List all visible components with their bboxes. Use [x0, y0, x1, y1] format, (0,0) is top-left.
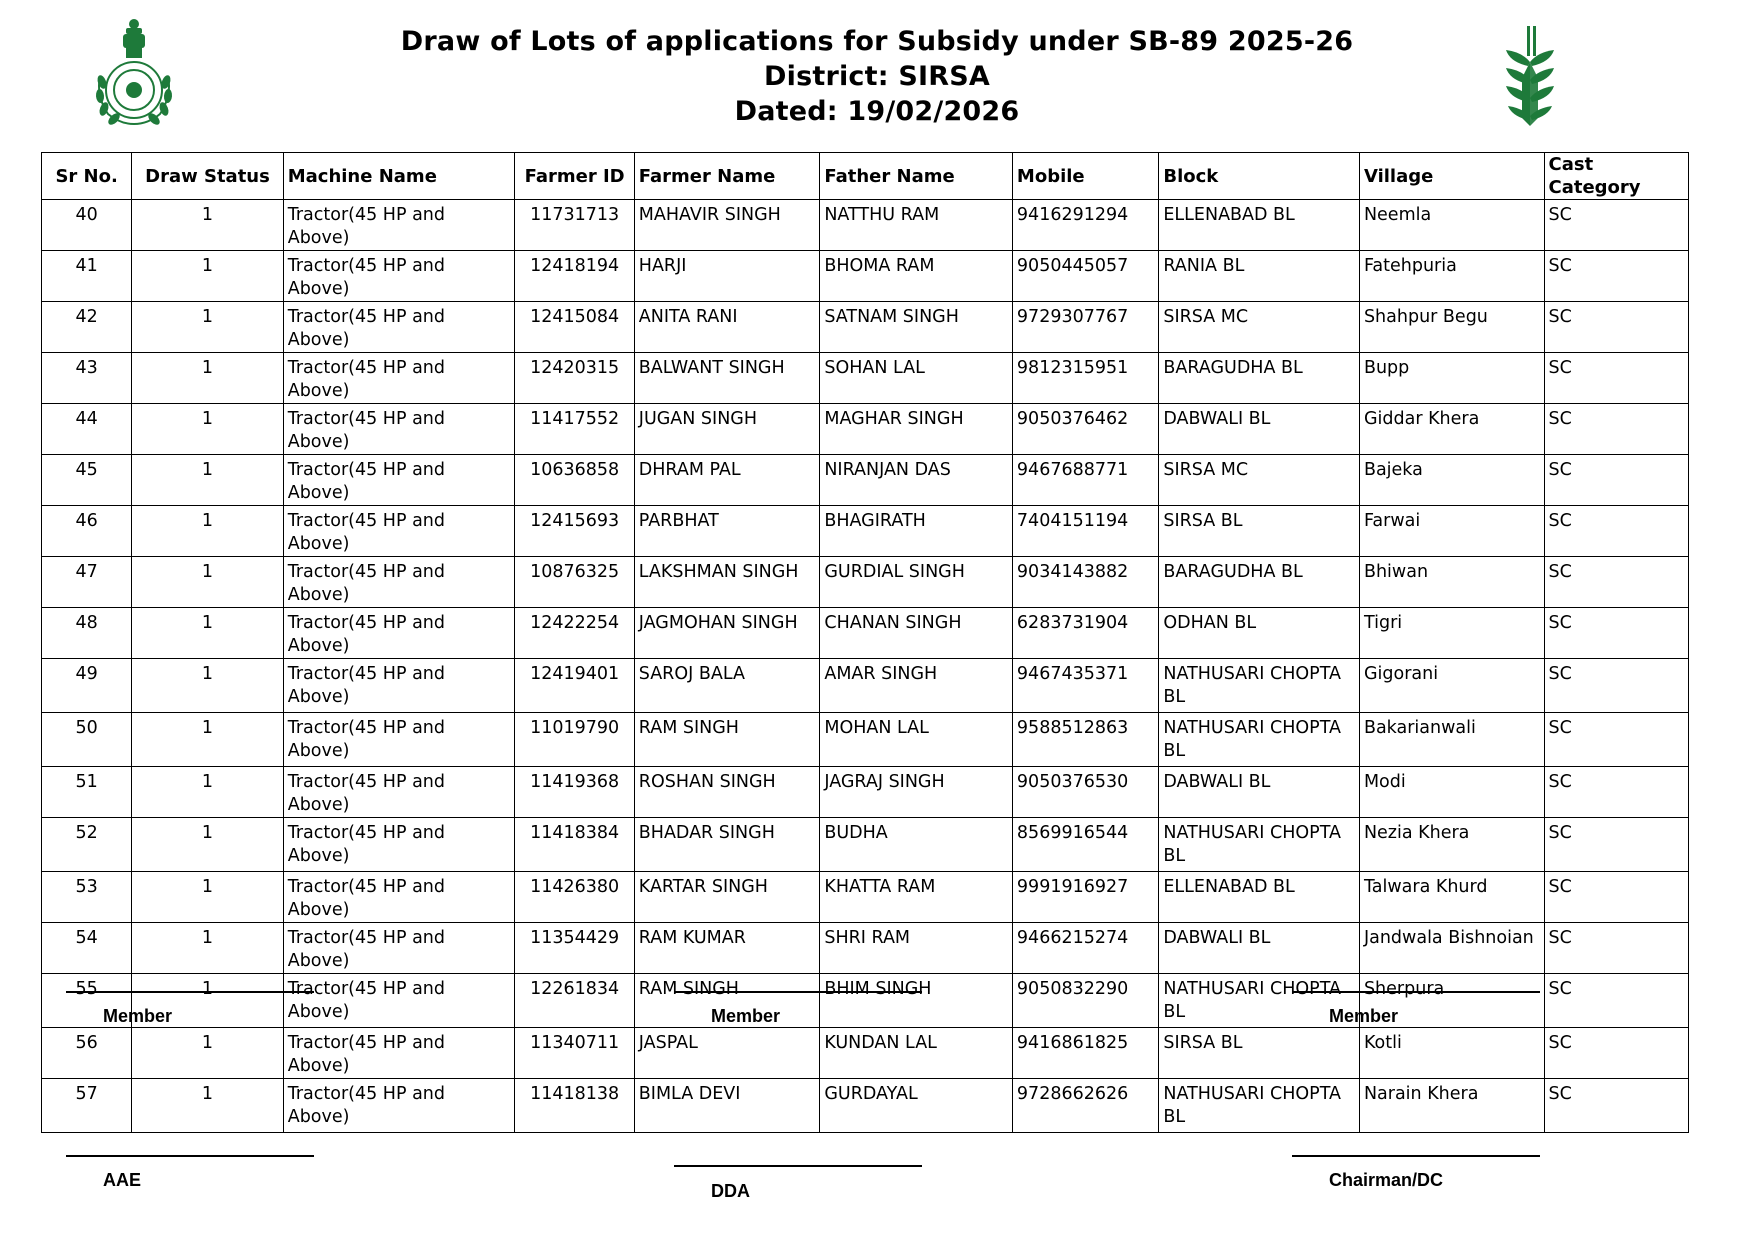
cell-village: Farwai: [1359, 506, 1544, 557]
cell-farmer-id: 11354429: [515, 923, 634, 974]
cell-farmer-name: ANITA RANI: [634, 302, 820, 353]
cell-village: Bakarianwali: [1359, 713, 1544, 767]
cell-block: SIRSA MC: [1159, 302, 1360, 353]
cell-sr-no: 57: [42, 1079, 132, 1133]
cell-farmer-id: 12420315: [515, 353, 634, 404]
table-row: [42, 455, 1689, 506]
cell-sr-no: 44: [42, 404, 132, 455]
column-header-father-name: Father Name: [820, 153, 1013, 200]
table-row: [42, 302, 1689, 353]
cell-father-name: BHOMA RAM: [820, 251, 1013, 302]
cell-mobile: 9416861825: [1012, 1028, 1158, 1079]
cell-machine-name: Tractor(45 HP and Above): [283, 923, 515, 974]
cell-block: DABWALI BL: [1159, 767, 1360, 818]
cell-mobile: 9050376530: [1012, 767, 1158, 818]
cell-farmer-name: DHRAM PAL: [634, 455, 820, 506]
cell-draw-status: 1: [132, 506, 283, 557]
cell-machine-name: Tractor(45 HP and Above): [283, 404, 515, 455]
cell-block: RANIA BL: [1159, 251, 1360, 302]
cell-village: Modi: [1359, 767, 1544, 818]
signature-line: [66, 991, 314, 993]
cell-block: SIRSA BL: [1159, 506, 1360, 557]
cell-cast-category: SC: [1544, 1079, 1689, 1133]
cell-machine-name: Tractor(45 HP and Above): [283, 713, 515, 767]
cell-farmer-id: 11419368: [515, 767, 634, 818]
cell-father-name: BHIM SINGH: [820, 974, 1013, 1028]
cell-farmer-name: SAROJ BALA: [634, 659, 820, 713]
column-header-machine-name: Machine Name: [283, 153, 515, 200]
cell-village: Bajeka: [1359, 455, 1544, 506]
signature-label-aae: AAE: [103, 1170, 142, 1190]
cell-mobile: 9991916927: [1012, 872, 1158, 923]
cell-block: BARAGUDHA BL: [1159, 557, 1360, 608]
cell-father-name: MOHAN LAL: [820, 713, 1013, 767]
cell-draw-status: 1: [132, 974, 283, 1028]
cell-cast-category: SC: [1544, 713, 1689, 767]
cell-mobile: 9588512863: [1012, 713, 1158, 767]
cell-draw-status: 1: [132, 455, 283, 506]
cell-cast-category: SC: [1544, 506, 1689, 557]
draw-of-lots-table: [41, 152, 1689, 1133]
cell-sr-no: 56: [42, 1028, 132, 1079]
cell-cast-category: SC: [1544, 923, 1689, 974]
cell-village: Jandwala Bishnoian: [1359, 923, 1544, 974]
cell-block: ODHAN BL: [1159, 608, 1360, 659]
cell-draw-status: 1: [132, 353, 283, 404]
cell-block: NATHUSARI CHOPTA BL: [1159, 713, 1360, 767]
cell-farmer-name: BALWANT SINGH: [634, 353, 820, 404]
cell-father-name: KUNDAN LAL: [820, 1028, 1013, 1079]
cell-father-name: SATNAM SINGH: [820, 302, 1013, 353]
cell-block: NATHUSARI CHOPTA BL: [1159, 818, 1360, 872]
cell-father-name: BUDHA: [820, 818, 1013, 872]
cell-cast-category: SC: [1544, 200, 1689, 251]
cell-mobile: 9729307767: [1012, 302, 1158, 353]
cell-mobile: 9728662626: [1012, 1079, 1158, 1133]
cell-cast-category: SC: [1544, 302, 1689, 353]
cell-cast-category: SC: [1544, 404, 1689, 455]
cell-farmer-name: MAHAVIR SINGH: [634, 200, 820, 251]
cell-machine-name: Tractor(45 HP and Above): [283, 1028, 515, 1079]
cell-mobile: 8569916544: [1012, 818, 1158, 872]
signature-label-member-3: Member: [1329, 1006, 1399, 1026]
table-row: [42, 974, 1689, 1028]
cell-father-name: KHATTA RAM: [820, 872, 1013, 923]
table-row: [42, 557, 1689, 608]
cell-farmer-id: 12415084: [515, 302, 634, 353]
cell-machine-name: Tractor(45 HP and Above): [283, 251, 515, 302]
column-header-village: Village: [1359, 153, 1544, 200]
cell-village: Kotli: [1359, 1028, 1544, 1079]
cell-sr-no: 41: [42, 251, 132, 302]
cell-cast-category: SC: [1544, 818, 1689, 872]
cell-farmer-id: 12418194: [515, 251, 634, 302]
cell-machine-name: Tractor(45 HP and Above): [283, 302, 515, 353]
table-row: [42, 251, 1689, 302]
cell-farmer-id: 11417552: [515, 404, 634, 455]
cell-mobile: 9050832290: [1012, 974, 1158, 1028]
cell-draw-status: 1: [132, 404, 283, 455]
cell-mobile: 9467435371: [1012, 659, 1158, 713]
cell-machine-name: Tractor(45 HP and Above): [283, 818, 515, 872]
cell-farmer-name: JASPAL: [634, 1028, 820, 1079]
cell-sr-no: 50: [42, 713, 132, 767]
table-row: [42, 506, 1689, 557]
table-row: [42, 200, 1689, 251]
cell-farmer-id: 11340711: [515, 1028, 634, 1079]
cell-cast-category: SC: [1544, 872, 1689, 923]
cell-draw-status: 1: [132, 1028, 283, 1079]
cell-farmer-id: 11418138: [515, 1079, 634, 1133]
cell-father-name: MAGHAR SINGH: [820, 404, 1013, 455]
cell-village: Tigri: [1359, 608, 1544, 659]
cell-father-name: JAGRAJ SINGH: [820, 767, 1013, 818]
cell-farmer-name: KARTAR SINGH: [634, 872, 820, 923]
cell-farmer-id: 12422254: [515, 608, 634, 659]
cell-farmer-id: 12415693: [515, 506, 634, 557]
cell-father-name: SHRI RAM: [820, 923, 1013, 974]
cell-draw-status: 1: [132, 200, 283, 251]
cell-father-name: GURDAYAL: [820, 1079, 1013, 1133]
column-header-draw-status: Draw Status: [132, 153, 283, 200]
cell-machine-name: Tractor(45 HP and Above): [283, 200, 515, 251]
cell-block: ELLENABAD BL: [1159, 200, 1360, 251]
cell-cast-category: SC: [1544, 251, 1689, 302]
cell-cast-category: SC: [1544, 557, 1689, 608]
cell-mobile: 9034143882: [1012, 557, 1158, 608]
table-row: [42, 404, 1689, 455]
cell-farmer-name: ROSHAN SINGH: [634, 767, 820, 818]
cell-block: NATHUSARI CHOPTA BL: [1159, 659, 1360, 713]
signature-line: [674, 991, 922, 993]
table-row: [42, 353, 1689, 404]
cell-farmer-id: 11019790: [515, 713, 634, 767]
cell-sr-no: 51: [42, 767, 132, 818]
cell-draw-status: 1: [132, 557, 283, 608]
cell-cast-category: SC: [1544, 608, 1689, 659]
cell-farmer-name: BIMLA DEVI: [634, 1079, 820, 1133]
column-header-farmer-name: Farmer Name: [634, 153, 820, 200]
dated-heading: Dated: 19/02/2026: [734, 96, 1020, 127]
cell-farmer-id: 10636858: [515, 455, 634, 506]
cell-machine-name: Tractor(45 HP and Above): [283, 872, 515, 923]
cell-machine-name: Tractor(45 HP and Above): [283, 608, 515, 659]
cell-sr-no: 54: [42, 923, 132, 974]
cell-village: Sherpura: [1359, 974, 1544, 1028]
cell-draw-status: 1: [132, 1079, 283, 1133]
cell-village: Nezia Khera: [1359, 818, 1544, 872]
cell-block: NATHUSARI CHOPTA BL: [1159, 1079, 1360, 1133]
signature-label-dda: DDA: [711, 1181, 750, 1201]
column-header-sr-no: Sr No.: [42, 153, 132, 200]
cell-father-name: GURDIAL SINGH: [820, 557, 1013, 608]
cell-farmer-id: 12261834: [515, 974, 634, 1028]
cell-block: BARAGUDHA BL: [1159, 353, 1360, 404]
signature-label-chairman: Chairman/DC: [1329, 1170, 1444, 1190]
cell-father-name: BHAGIRATH: [820, 506, 1013, 557]
cell-sr-no: 52: [42, 818, 132, 872]
table-row: [42, 1028, 1689, 1079]
cell-draw-status: 1: [132, 608, 283, 659]
cell-cast-category: SC: [1544, 455, 1689, 506]
cell-sr-no: 48: [42, 608, 132, 659]
cell-village: Neemla: [1359, 200, 1544, 251]
cell-farmer-id: 11426380: [515, 872, 634, 923]
cell-mobile: 7404151194: [1012, 506, 1158, 557]
column-header-farmer-id: Farmer ID: [515, 153, 634, 200]
table-row: [42, 767, 1689, 818]
cell-machine-name: Tractor(45 HP and Above): [283, 1079, 515, 1133]
cell-cast-category: SC: [1544, 659, 1689, 713]
cell-sr-no: 40: [42, 200, 132, 251]
cell-machine-name: Tractor(45 HP and Above): [283, 557, 515, 608]
cell-father-name: AMAR SINGH: [820, 659, 1013, 713]
cell-sr-no: 43: [42, 353, 132, 404]
cell-sr-no: 47: [42, 557, 132, 608]
cell-sr-no: 53: [42, 872, 132, 923]
table-row: [42, 818, 1689, 872]
cell-mobile: 6283731904: [1012, 608, 1158, 659]
cell-farmer-name: RAM SINGH: [634, 713, 820, 767]
cell-farmer-id: 11731713: [515, 200, 634, 251]
cell-farmer-name: LAKSHMAN SINGH: [634, 557, 820, 608]
signature-line: [1292, 1155, 1540, 1157]
cell-cast-category: SC: [1544, 353, 1689, 404]
cell-block: DABWALI BL: [1159, 404, 1360, 455]
cell-village: Bhiwan: [1359, 557, 1544, 608]
cell-machine-name: Tractor(45 HP and Above): [283, 659, 515, 713]
cell-machine-name: Tractor(45 HP and Above): [283, 353, 515, 404]
cell-farmer-id: 12419401: [515, 659, 634, 713]
cell-mobile: 9416291294: [1012, 200, 1158, 251]
cell-village: Shahpur Begu: [1359, 302, 1544, 353]
cell-block: DABWALI BL: [1159, 923, 1360, 974]
cell-cast-category: SC: [1544, 1028, 1689, 1079]
cell-farmer-name: PARBHAT: [634, 506, 820, 557]
cell-block: SIRSA BL: [1159, 1028, 1360, 1079]
table-row: [42, 608, 1689, 659]
cell-farmer-name: JUGAN SINGH: [634, 404, 820, 455]
column-header-cast-category: Cast Category: [1544, 153, 1689, 200]
cell-village: Giddar Khera: [1359, 404, 1544, 455]
cell-draw-status: 1: [132, 251, 283, 302]
cell-cast-category: SC: [1544, 974, 1689, 1028]
cell-sr-no: 45: [42, 455, 132, 506]
cell-draw-status: 1: [132, 923, 283, 974]
cell-draw-status: 1: [132, 767, 283, 818]
signature-line: [674, 1165, 922, 1167]
cell-draw-status: 1: [132, 818, 283, 872]
cell-draw-status: 1: [132, 713, 283, 767]
district-heading: District: SIRSA: [764, 61, 990, 92]
cell-cast-category: SC: [1544, 767, 1689, 818]
cell-village: Talwara Khurd: [1359, 872, 1544, 923]
cell-sr-no: 46: [42, 506, 132, 557]
cell-village: Narain Khera: [1359, 1079, 1544, 1133]
cell-mobile: 9050445057: [1012, 251, 1158, 302]
cell-machine-name: Tractor(45 HP and Above): [283, 506, 515, 557]
cell-father-name: CHANAN SINGH: [820, 608, 1013, 659]
page-title: Draw of Lots of applications for Subsidy under SB-89 2025-26: [400, 26, 1354, 57]
cell-sr-no: 42: [42, 302, 132, 353]
table-header-row: [42, 153, 1689, 200]
cell-village: Fatehpuria: [1359, 251, 1544, 302]
cell-village: Bupp: [1359, 353, 1544, 404]
cell-draw-status: 1: [132, 872, 283, 923]
table-row: [42, 872, 1689, 923]
cell-draw-status: 1: [132, 659, 283, 713]
cell-machine-name: Tractor(45 HP and Above): [283, 767, 515, 818]
cell-village: Gigorani: [1359, 659, 1544, 713]
cell-farmer-id: 10876325: [515, 557, 634, 608]
table-row: [42, 659, 1689, 713]
cell-farmer-name: HARJI: [634, 251, 820, 302]
cell-father-name: SOHAN LAL: [820, 353, 1013, 404]
table-row: [42, 923, 1689, 974]
cell-father-name: NIRANJAN DAS: [820, 455, 1013, 506]
cell-block: SIRSA MC: [1159, 455, 1360, 506]
table-row: [42, 713, 1689, 767]
cell-farmer-name: JAGMOHAN SINGH: [634, 608, 820, 659]
cell-block: ELLENABAD BL: [1159, 872, 1360, 923]
table-row: [42, 1079, 1689, 1133]
cell-farmer-name: BHADAR SINGH: [634, 818, 820, 872]
signature-line: [1292, 991, 1540, 993]
cell-mobile: 9466215274: [1012, 923, 1158, 974]
cell-machine-name: Tractor(45 HP and Above): [283, 455, 515, 506]
cell-farmer-name: RAM KUMAR: [634, 923, 820, 974]
cell-machine-name: Tractor(45 HP and Above): [283, 974, 515, 1028]
cell-sr-no: 55: [42, 974, 132, 1028]
column-header-mobile: Mobile: [1012, 153, 1158, 200]
cell-mobile: 9467688771: [1012, 455, 1158, 506]
column-header-block: Block: [1159, 153, 1360, 200]
cell-farmer-name: RAM SINGH: [634, 974, 820, 1028]
cell-father-name: NATTHU RAM: [820, 200, 1013, 251]
signature-label-member-1: Member: [103, 1006, 173, 1026]
cell-draw-status: 1: [132, 302, 283, 353]
cell-mobile: 9812315951: [1012, 353, 1158, 404]
signature-label-member-2: Member: [711, 1006, 781, 1026]
signature-line: [66, 1155, 314, 1157]
cell-sr-no: 49: [42, 659, 132, 713]
cell-mobile: 9050376462: [1012, 404, 1158, 455]
cell-farmer-id: 11418384: [515, 818, 634, 872]
cell-block: NATHUSARI CHOPTA BL: [1159, 974, 1360, 1028]
